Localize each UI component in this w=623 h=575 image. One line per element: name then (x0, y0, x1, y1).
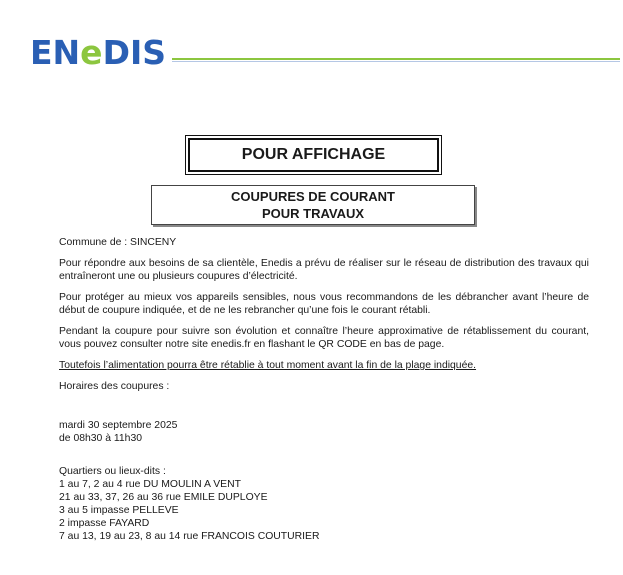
coupures-title-line2: POUR TRAVAUX (261, 206, 365, 221)
coupures-title-line1: COUPURES DE COURANT (231, 189, 395, 204)
paragraph-2: Pour protéger au mieux vos appareils sensibles, nous vous recommandons de les débrancher avant l’heure de début de coupure indiquée, et de ne les rebrancher qu’une fois le courant rétabli. (59, 292, 589, 316)
quartier-item: 7 au 13, 19 au 23, 8 au 14 rue FRANCOIS COUTURIER (59, 531, 320, 542)
logo-part-e: e (80, 33, 103, 72)
quartier-item: 1 au 7, 2 au 4 rue DU MOULIN A VENT (59, 479, 241, 490)
paragraph-3: Pendant la coupure pour suivre son évolution et connaître l’heure approximative de rétablissement du courant, vous pouvez consulter notre site enedis.fr en flashant le QR CODE en bas de page. (59, 326, 589, 350)
pour-affichage-box (188, 138, 439, 172)
logo-part-dis: DIS (102, 33, 167, 72)
pour-affichage-title: POUR AFFICHAGE (241, 146, 386, 163)
logo-part-en: EN (30, 33, 81, 72)
paragraph-1: Pour répondre aux besoins de sa clientèle, Enedis a prévu de réaliser sur le réseau de distribution des travaux qui entraîneront une ou plusieurs coupures d’électricité. (59, 258, 589, 282)
quartier-item: 2 impasse FAYARD (59, 518, 150, 529)
quartier-item: 21 au 33, 37, 26 au 36 rue EMILE DUPLOYE (59, 492, 268, 503)
quartiers-title: Quartiers ou lieux-dits : (59, 466, 166, 477)
horaires-label: Horaires des coupures : (59, 381, 170, 392)
schedule-date: mardi 30 septembre 2025 (59, 420, 178, 431)
commune-line: Commune de : SINCENY (59, 237, 177, 248)
logo-rule (172, 58, 620, 60)
coupures-box (151, 185, 475, 225)
enedis-logo (30, 33, 167, 72)
quartier-item: 3 au 5 impasse PELLEVE (59, 505, 179, 516)
paragraph-4: Toutefois l’alimentation pourra être rétablie à tout moment avant la fin de la plage indiquée. (59, 360, 477, 371)
notice-body (59, 236, 589, 543)
schedule-time: de 08h30 à 11h30 (59, 433, 143, 444)
